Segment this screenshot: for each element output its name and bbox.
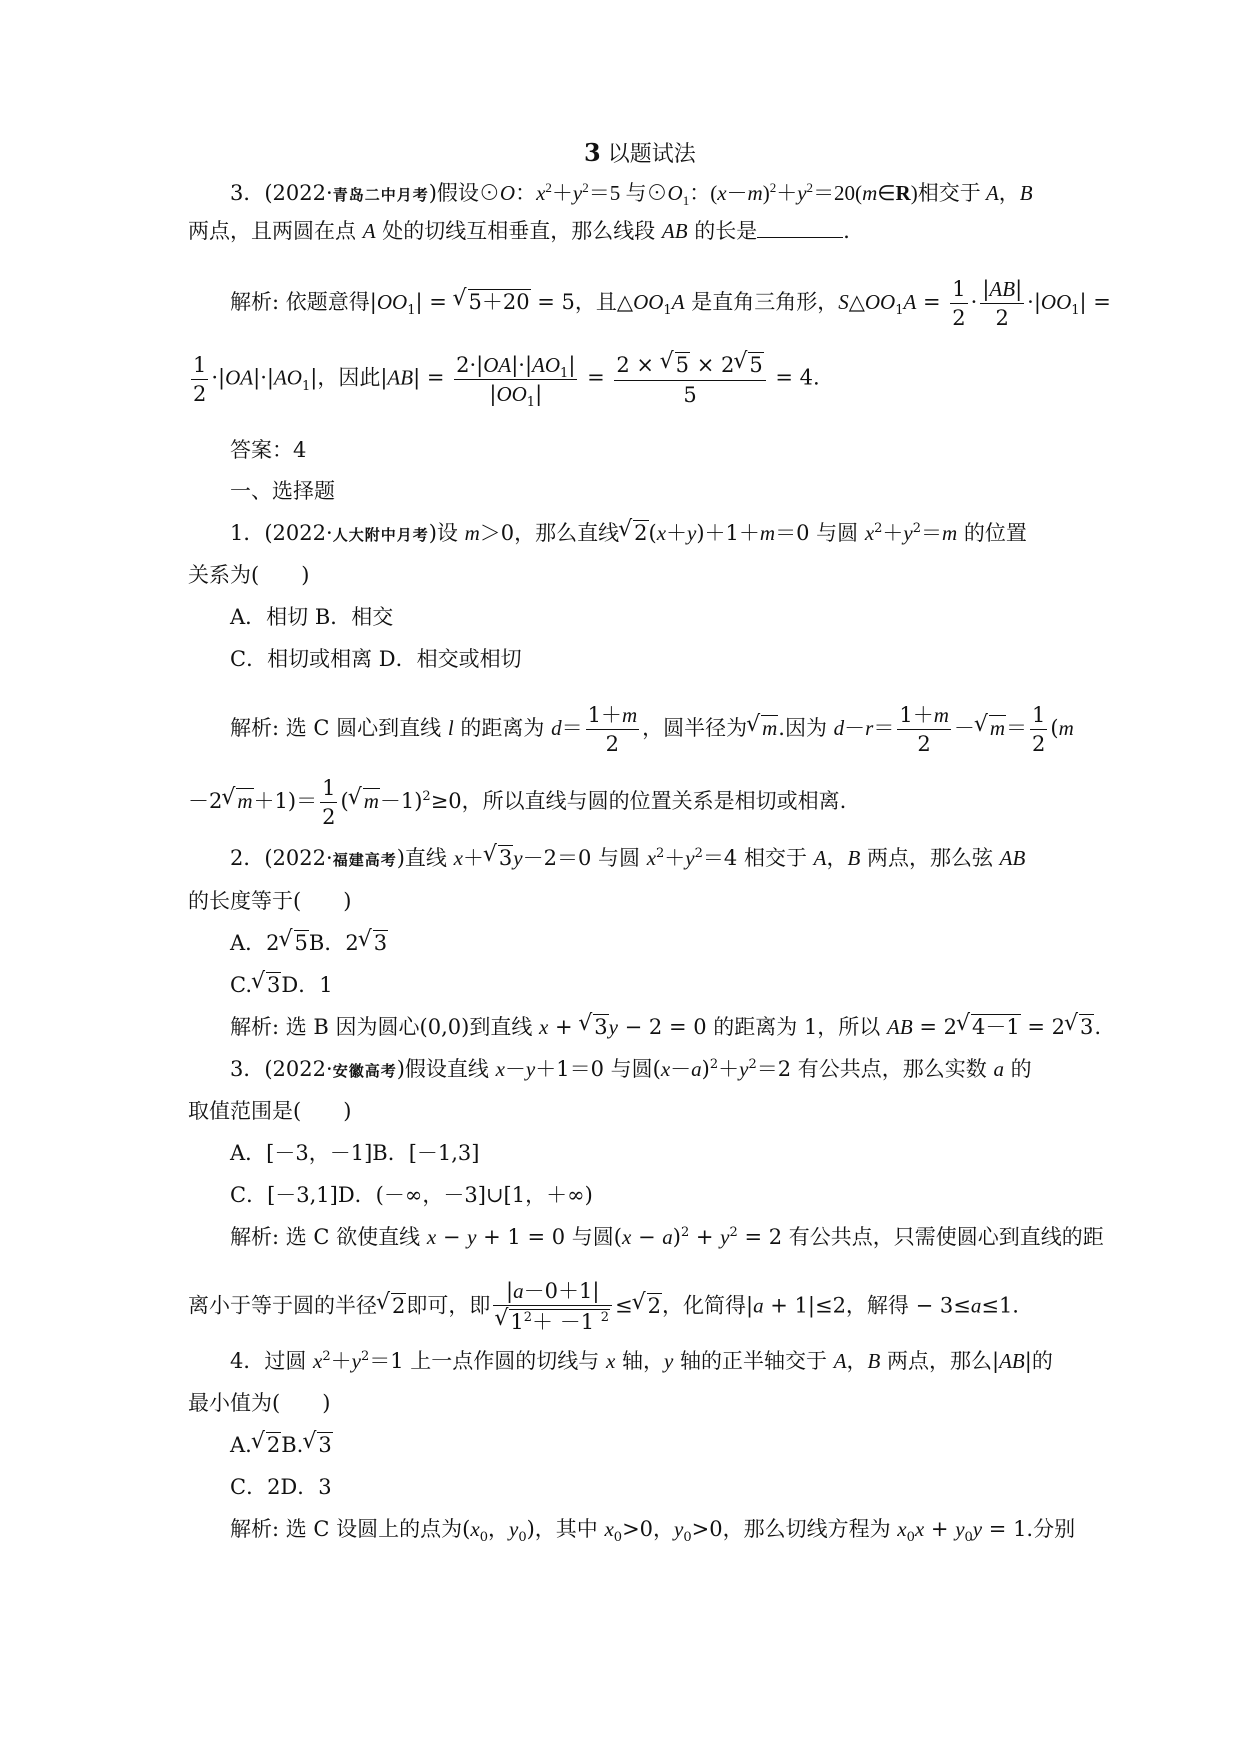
- question-2-solution: 解析: 选 B 因为圆心(0,0)到直线 x + √ 3y − 2 = 0 的距离为 1，所以 AB = 2√ 4－1 = 2√ 3.: [230, 1014, 1101, 1040]
- solution-label: 解析:: [230, 1517, 280, 1541]
- question-2-options-cd: C.√ 3D．1: [230, 972, 333, 998]
- source-label: 人大附中月考: [332, 526, 429, 544]
- question-3-options-cd: C．[－3,1]D．(－∞，－3]∪[1，＋∞): [230, 1183, 593, 1207]
- section-number: 3: [584, 138, 601, 167]
- problem-3-line-1: 3．(2022·青岛二中月考)假设⊙O：$x^2+y^2=5$ 与$⊙O_1$：$(x-m)^2+y^2=20(m\in R)$相交于 A，B: [230, 180, 1033, 209]
- question-4-solution-line-1: 解析: 选 C 设圆上的点为($x_0$，$y_0$)，其中 $x_0>0$，$y_0>0$，那么切线方程为 $x_0x + y_0y = 1$.分别: [230, 1517, 1076, 1546]
- question-1-options-cd: C．相切或相离 D．相交或相切: [230, 647, 522, 671]
- question-1-options-ab: A．相切 B．相交: [230, 605, 394, 629]
- answer-blank: [757, 219, 843, 238]
- solution-label: 解析:: [230, 1225, 280, 1249]
- problem-number: 3．(2022·: [230, 1057, 333, 1081]
- question-3-options-ab: A．[－3，－1]B．[－1,3]: [230, 1141, 480, 1165]
- problem-3-line-2: 两点，且两圆在点 A 处的切线互相垂直，那么线段 AB 的长是 ．: [188, 219, 865, 243]
- problem-3-solution-line-2: $\frac{1}{2}$ $\cdot|OA|\cdot|AO_1|$，因此|AB| = $\frac{2\cdot|OA|\cdot|AO_1|}{|OO_1|}$ = $\frac{2 \times √ 5 \times 2√ 5}{5}$ = 4.: [188, 352, 820, 406]
- source-label: 青岛二中月考: [332, 186, 429, 204]
- source-label: 安徽高考: [332, 1062, 397, 1080]
- question-4-line-1: 4．过圆 $x^2+y^2=1$ 上一点作圆的切线与 x 轴，y 轴的正半轴交于 A，B 两点，那么|AB|的: [230, 1349, 1053, 1373]
- question-4-options-cd: C．2D．3: [230, 1475, 332, 1499]
- problem-number: 2．(2022·: [230, 846, 333, 870]
- solution-label: 解析:: [230, 716, 280, 741]
- section-title: [584, 140, 696, 168]
- problem-3-solution-line-1: 解析: 依题意得$|OO_1|$ = √ 5＋20 = 5，且$\triangle OO_1A$ 是直角三角形，$S\triangle OO_1A$ = $\frac{1}{2}$ · $\frac{|AB|}{2}$ $\cdot|OO_1|$ =: [230, 278, 1111, 329]
- question-1-solution-line-2: －2√ m＋1)＝ $\frac{1}{2}$ (√ m－1)$^2$≥0，所以直线与圆的位置关系是相切或相离.: [188, 777, 846, 828]
- question-1-solution-line-1: 解析: 选 C 圆心到直线 l 的距离为 d＝ $\frac{1+m}{2}$ ，圆半径为√ m.因为 d－r＝ $\frac{1+m}{2}$ －√ m＝ $\frac{1}{2}$ (m: [230, 704, 1074, 755]
- period: ．: [843, 219, 865, 243]
- problem-number: 1．(2022·: [230, 521, 333, 545]
- question-3-solution-line-2: 离小于等于圆的半径√ 2即可，即 |a－0＋1| √ $1^2+ -1$ $^2$ ≤√ 2，化简得|a + 1|≤2，解得 − 3≤a≤1.: [188, 1280, 1019, 1334]
- solution-label: 解析:: [230, 1015, 280, 1039]
- question-1-line-2: 关系为( ): [188, 563, 310, 587]
- question-3-line-2: 取值范围是( ): [188, 1099, 352, 1123]
- problem-number: 3．(2022·: [230, 181, 333, 205]
- section-title-text: 以题试法: [607, 142, 696, 167]
- question-1-line-1: 1．(2022·人大附中月考)设 m＞0，那么直线√ 2(x＋y)＋1＋m＝0 与圆 $x^2+y^2=m$ 的位置: [230, 520, 1027, 548]
- source-label: 福建高考: [332, 851, 397, 869]
- question-2-line-2: 的长度等于( ): [188, 889, 352, 913]
- section-heading: 一、选择题: [230, 479, 335, 503]
- problem-3-answer: 答案：4: [230, 438, 307, 462]
- question-4-line-2: 最小值为( ): [188, 1391, 331, 1415]
- question-4-options-ab: A.√ 2B.√ 3: [230, 1432, 333, 1458]
- solution-label: 解析:: [230, 290, 280, 315]
- question-3-solution-line-1: 解析: 选 C 欲使直线 x − y + 1 = 0 与圆$(x - a)^2 + y^2 = 2$ 有公共点，只需使圆心到直线的距: [230, 1225, 1104, 1249]
- question-2-options-ab: A．2√ 5B．2√ 3: [230, 930, 388, 956]
- question-3-line-1: 3．(2022·安徽高考)假设直线 x－y＋1＝0 与圆$(x-a)^2+y^2=2$ 有公共点，那么实数 a 的: [230, 1057, 1032, 1081]
- question-2-line-1: 2．(2022·福建高考)直线 x＋√ 3y－2＝0 与圆 $x^2+y^2=4$ 相交于 A，B 两点，那么弦 AB: [230, 845, 1025, 873]
